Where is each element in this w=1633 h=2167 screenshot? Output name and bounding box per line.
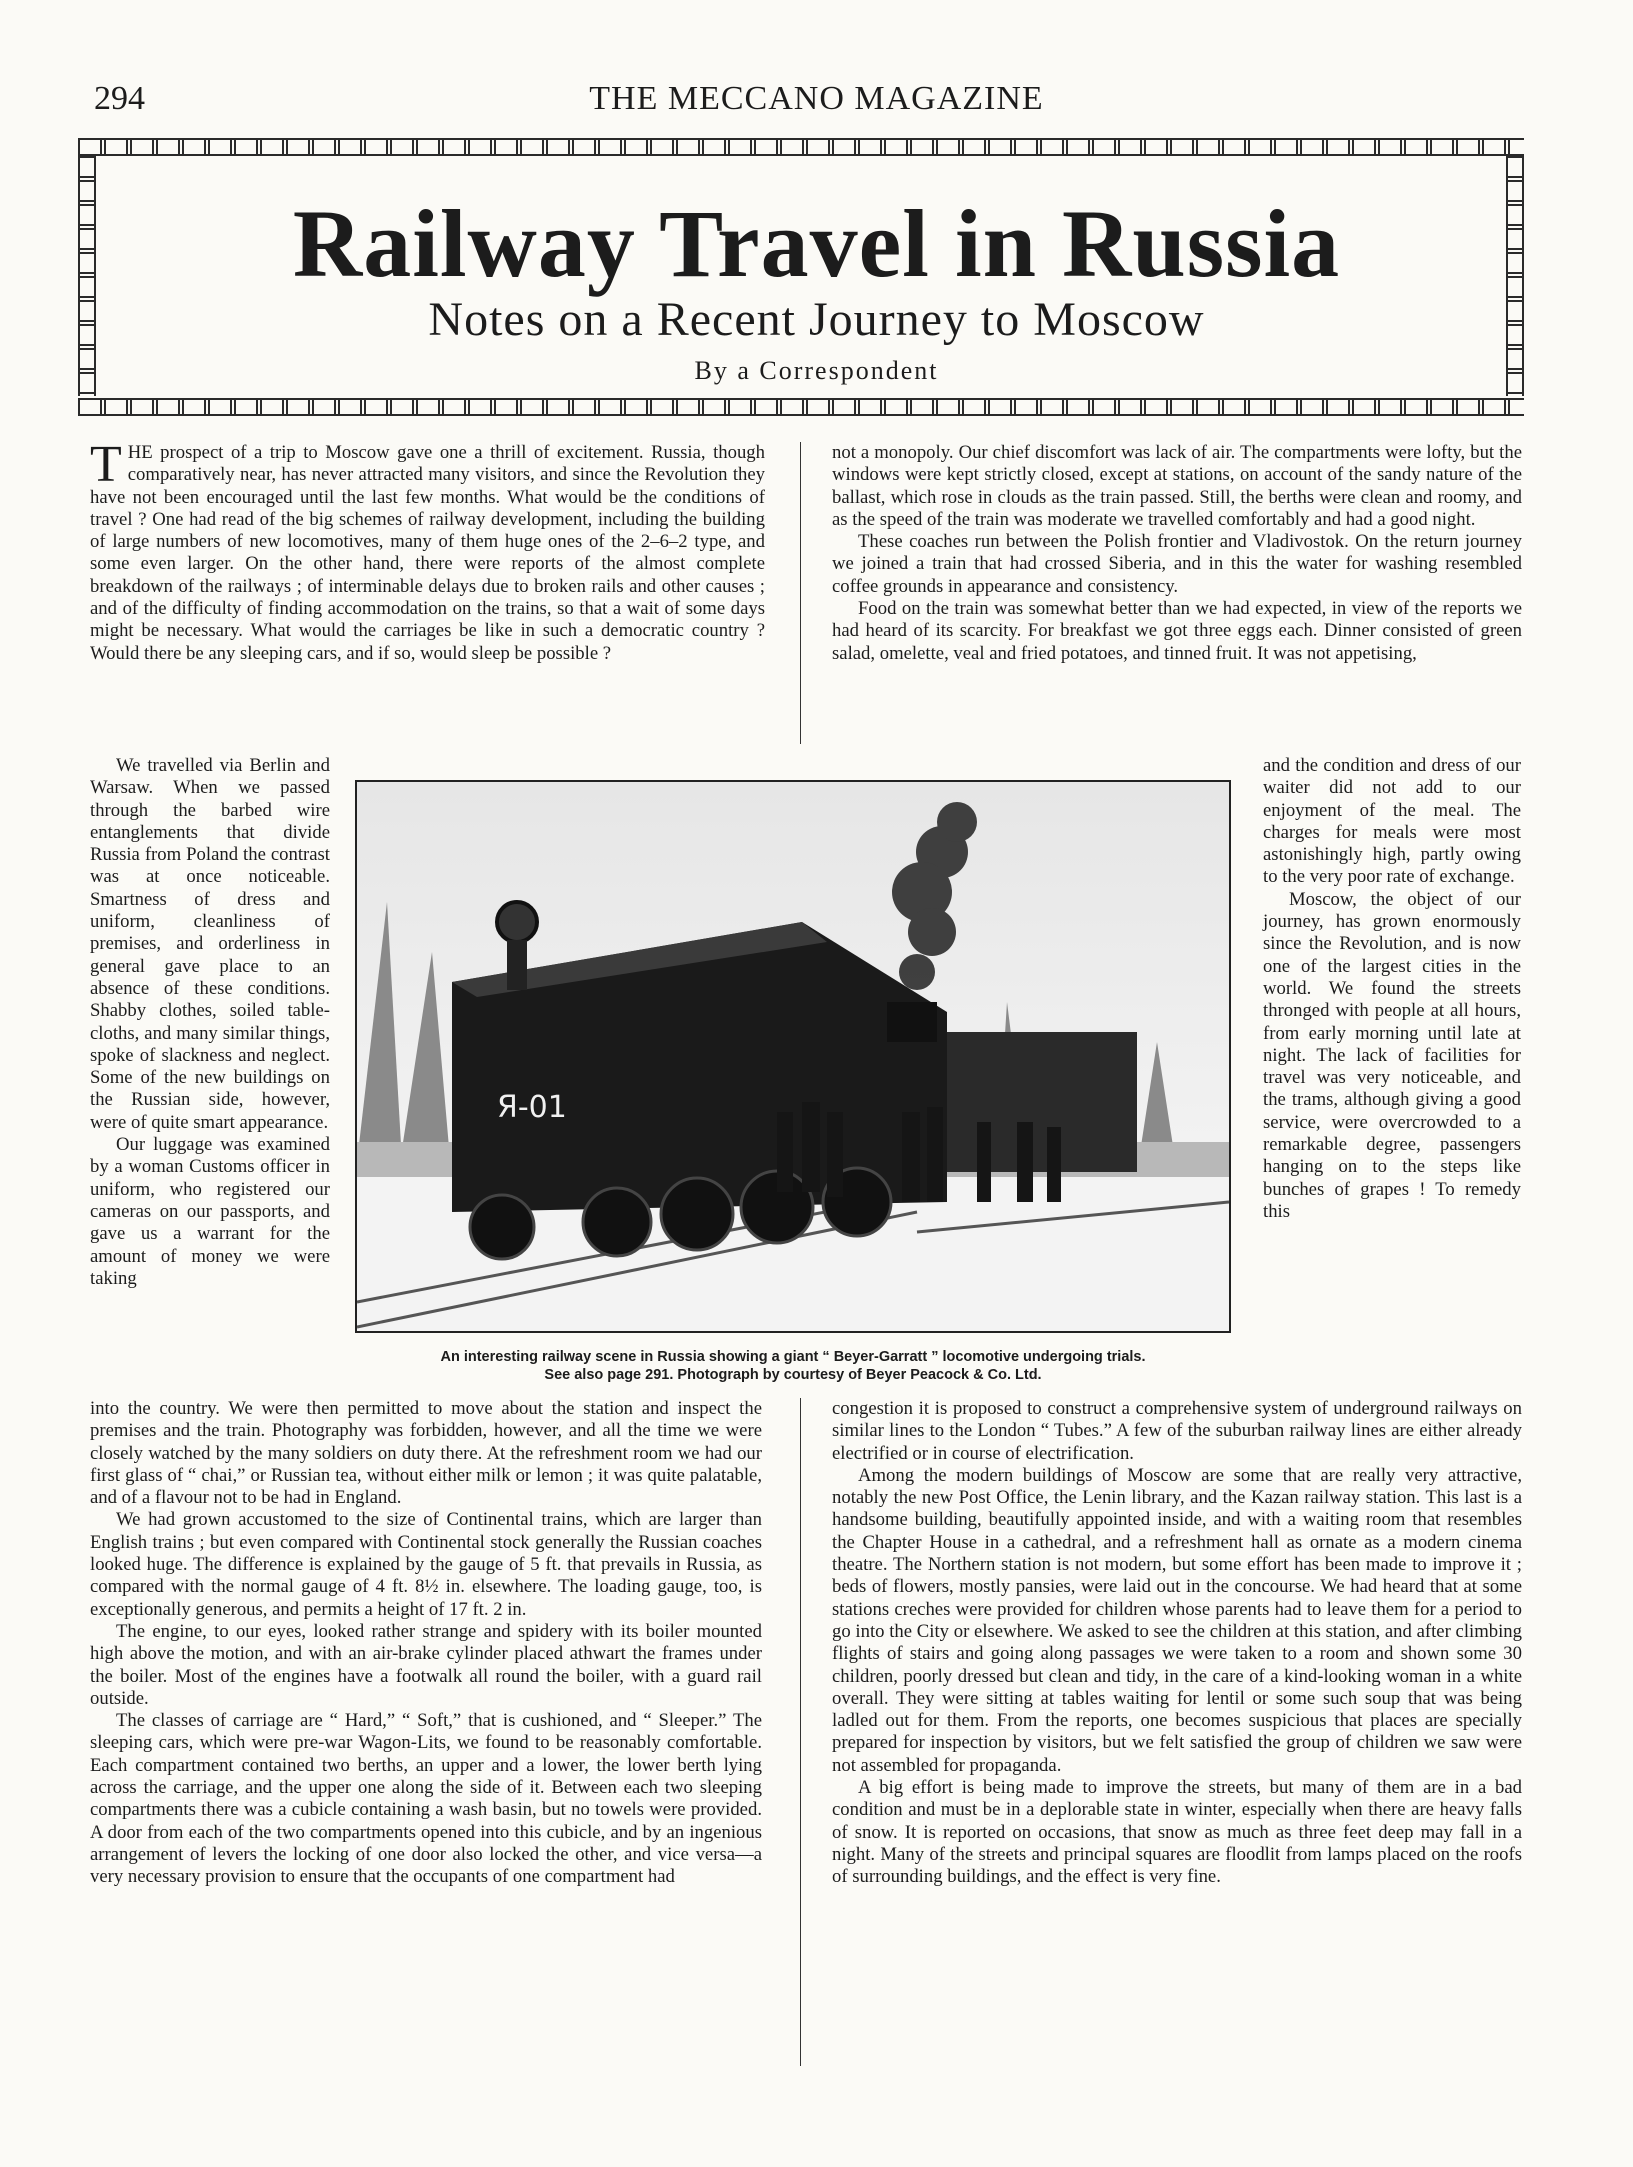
page-number: 294 — [94, 80, 145, 117]
photo-caption — [355, 1348, 1231, 1384]
column-2-top — [832, 442, 1522, 665]
drop-cap: T — [90, 436, 122, 493]
paragraph: congestion it is proposed to construct a comprehensive system of underground railways on similar lines to the London “ Tubes.” A few of the suburban railway lines are either already electrified or in course of electrification. — [832, 1398, 1522, 1464]
column-1-top — [90, 436, 765, 665]
caption-line-2: See also page 291. Photograph by courtesy of Beyer Peacock & Co. Ltd. — [544, 1367, 1042, 1383]
paragraph: The classes of carriage are “ Hard,” “ Soft,” that is cushioned, and “ Sleeper.” The sleeping cars, which were pre-war Wagon-Lits, we found to be reasonably comfortable. Each compartment contained two berths, an upper and a lower, the lower berth lying across the carriage, and the upper one along the side of it. Between each two sleeping compartments there was a cubicle containing a wash basin, but no towels were provided. A door from each of the two compartments opened into this cubicle, and by an ingenious arrangement of levers the locking of one door also locked the other, and vice versa—a very necessary provision to ensure that the occupants of one compartment had — [90, 1710, 762, 1888]
column-divider-top — [800, 442, 801, 744]
title-border-top — [78, 138, 1524, 156]
paragraph: A big effort is being made to improve the streets, but many of them are in a bad condition and must be in a deplorable state in winter, especially when there are heavy falls of snow. It is reported on occasions, that snow as much as three feet deep may fall in a night. Many of the streets and principal squares are floodlit from lamps placed on the roofs of surrounding buildings, and the effect is very fine. — [832, 1777, 1522, 1888]
locomotive-photo — [355, 780, 1231, 1333]
paragraph: Among the modern buildings of Moscow are some that are really very attractive, notably the new Post Office, the Lenin library, and the Kazan railway station. This last is a handsome building, beautifully appointed inside, and with a waiting room that resembles the Chapter House in a cathedral, and a refreshment hall as ornate as a modern cinema theatre. The Northern station is not modern, but some effort has been made to improve it ; beds of flowers, mostly pansies, were laid out in the concourse. We had heard that at some stations creches were provided for children whose parents had to leave them for a period to go into the City or elsewhere. We asked to see the children at this station, and after climbing flights of stairs and going along passages we were taken to a room and shown some 30 children, poorly dressed but clean and tidy, in the care of a kind-looking woman in a white overall. They were sitting at tables waiting for lentil or some such soup that was being ladled out for them. From the reports, one becomes suspicious that places are specially prepared for inspection by visitors, but we felt satisfied the group of children we saw were not assembled for propaganda. — [832, 1464, 1522, 1776]
title-border-bottom — [78, 398, 1524, 416]
article-byline: By a Correspondent — [694, 356, 939, 385]
paragraph: THE prospect of a trip to Moscow gave one a thrill of excitement. Russia, though comparatively near, has never attracted many visitors, and since the Revolution they have not been encouraged until the last few months. What would be the conditions of travel ? One had read of the big schemes of railway development, including the building of large numbers of new locomotives, many of them huge ones of the 2–6–2 type, and some even larger. On the other hand, there were reports of the almost complete breakdown of the railways ; of interminable delays due to broken rails and other causes ; and of the difficulty of finding accommodation on the trains, so that a wait of some days might be necessary. What would the carriages be like in such a democratic country ? Would there be any sleeping cars, and if so, would sleep be possible ? — [90, 436, 765, 664]
paragraph: Food on the train was somewhat better than we had expected, in view of the reports we had heard of its scarcity. For breakfast we got three eggs each. Dinner consisted of green salad, omelette, veal and fried potatoes, and tinned fruit. It was not appetising, — [832, 598, 1522, 664]
paragraph: and the condition and dress of our waiter did not add to our enjoyment of the meal. The charges for meals were most astonishingly high, partly owing to the very poor rate of exchange. — [1263, 755, 1521, 888]
paragraph: We had grown accustomed to the size of Continental trains, which are larger than English trains ; but even compared with Continental stock generally the Russian coaches looked huge. The difference is explained by the gauge of 5 ft. that prevails in Russia, as compared with the normal gauge of 4 ft. 8½ in. elsewhere. The loading gauge, too, is exceptionally generous, and permits a height of 17 ft. 2 in. — [90, 1509, 762, 1620]
paragraph: The engine, to our eyes, looked rather strange and spidery with its boiler mounted high above the motion, and with an air-brake cylinder placed athwart the frames under the boiler. Most of the engines have a footwalk all round the boiler, with a guard rail outside. — [90, 1620, 762, 1709]
column-2-bottom — [832, 1398, 1522, 1889]
locomotive-number: Я-01 — [497, 1090, 567, 1125]
caption-line-1: An interesting railway scene in Russia showing a giant “ Beyer-Garratt ” locomotive undergoing trials. — [440, 1349, 1146, 1365]
column-1-narrow — [90, 755, 330, 1290]
magazine-title: THE MECCANO MAGAZINE — [589, 80, 1044, 117]
paragraph: Our luggage was examined by a woman Customs officer in uniform, who registered our cameras on our passports, and gave us a warrant for the amount of money we were taking — [90, 1134, 330, 1289]
article-subtitle: Notes on a Recent Journey to Moscow — [428, 293, 1205, 346]
column-1-bottom — [90, 1398, 762, 1889]
locomotive-illustration — [357, 782, 1229, 1331]
column-2-narrow — [1263, 755, 1521, 1223]
paragraph: not a monopoly. Our chief discomfort was lack of air. The compartments were lofty, but the windows were kept strictly closed, except at stations, on account of the sandy nature of the ballast, which rose in clouds as the train passed. Still, the berths were clean and roomy, and as the speed of the train was moderate we travelled comfortably and had a good night. — [832, 442, 1522, 530]
paragraph: Moscow, the object of our journey, has grown enormously since the Revolution, and is now one of the largest cities in the world. We found the streets thronged with people at all hours, from early morning until late at night. The lack of facilities for travel was very noticeable, and the trams, although giving a good service, were overcrowded to a remarkable degree, passengers hanging on to the steps like bunches of grapes ! To remedy this — [1263, 888, 1521, 1222]
paragraph: These coaches run between the Polish frontier and Vladivostok. On the return journey we joined a train that had crossed Siberia, and in this the water for washing resembled coffee grounds in appearance and consistency. — [832, 531, 1522, 597]
paragraph: We travelled via Berlin and Warsaw. When we passed through the barbed wire entanglements that divide Russia from Poland the contrast was at once noticeable. Smartness of dress and uniform, cleanliness of premises, and orderliness in general gave place to an absence of these conditions. Shabby clothes, soiled table-cloths, and many similar things, spoke of slackness and neglect. Some of the new buildings on the Russian side, however, were of quite smart appearance. — [90, 755, 330, 1133]
paragraph: into the country. We were then permitted to move about the station and inspect the premises and the train. Photography was forbidden, however, and all the time we were closely watched by the many soldiers on duty there. At the refreshment room we had our first glass of “ chai,” or Russian tea, without either milk or lemon ; it was quite palatable, and of a flavour not to be had in England. — [90, 1398, 762, 1509]
article-title: Railway Travel in Russia — [292, 190, 1341, 297]
column-divider-bottom — [800, 1398, 801, 2066]
